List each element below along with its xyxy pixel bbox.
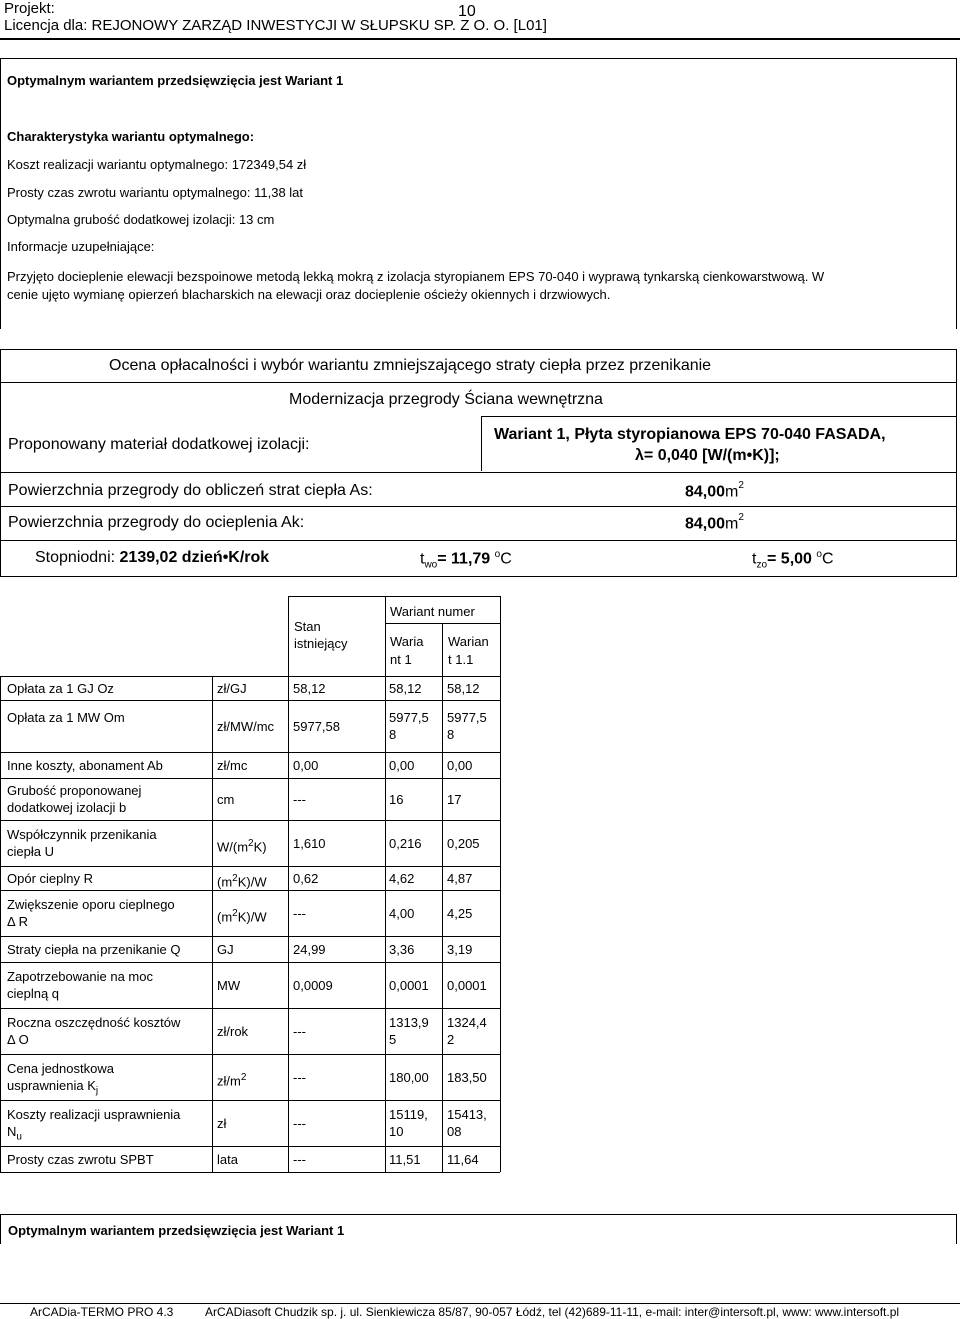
payback-text: Prosty czas zwrotu wariantu optymalnego: 11,38 lat bbox=[7, 185, 304, 200]
ak-label: Powierzchnia przegrody do ocieplenia Ak: bbox=[8, 514, 305, 531]
row-stan-value: --- bbox=[293, 792, 306, 807]
divider bbox=[1, 506, 956, 507]
cost-text: Koszt realizacji wariantu optymalnego: 172349,54 zł bbox=[7, 157, 307, 172]
table-col-rule bbox=[212, 676, 213, 700]
header-stan: istniejący bbox=[294, 636, 348, 651]
table-rule bbox=[0, 820, 500, 821]
header-rule bbox=[0, 38, 960, 40]
row-stan-value: --- bbox=[293, 906, 306, 921]
table-col-rule bbox=[288, 700, 289, 752]
table-col-rule bbox=[212, 866, 213, 890]
row-stan-value: --- bbox=[293, 1070, 306, 1085]
table-col-rule bbox=[0, 962, 1, 1008]
table-col-rule bbox=[288, 676, 289, 700]
header-stan: Stan bbox=[294, 619, 321, 634]
row-label: Roczna oszczędność kosztów bbox=[7, 1015, 181, 1030]
row-variant1-value: 0,00 bbox=[389, 758, 415, 773]
row-variant11-value: 08 bbox=[447, 1124, 462, 1139]
table-col-rule bbox=[288, 1008, 289, 1054]
row-label: Opór cieplny R bbox=[7, 871, 93, 886]
table-col-rule bbox=[0, 820, 1, 866]
table-col-rule bbox=[500, 890, 501, 936]
table-col-rule bbox=[0, 866, 1, 890]
row-variant11-value: 183,50 bbox=[447, 1070, 487, 1085]
row-stan-value: 0,0009 bbox=[293, 978, 333, 993]
table-col-rule bbox=[442, 936, 443, 962]
table-col-rule bbox=[500, 1008, 501, 1054]
row-label: Koszty realizacji usprawnienia bbox=[7, 1107, 181, 1122]
table-col-rule bbox=[212, 1100, 213, 1146]
table-rule bbox=[0, 1008, 500, 1009]
row-unit: MW bbox=[217, 978, 241, 993]
table-col-rule bbox=[288, 866, 289, 890]
row-stan-value: 5977,58 bbox=[293, 719, 340, 734]
row-variant1-value: 10 bbox=[389, 1124, 404, 1139]
table-col-rule bbox=[0, 936, 1, 962]
row-label: Opłata za 1 MW Om bbox=[7, 710, 125, 725]
table-rule bbox=[0, 676, 500, 677]
table-rule bbox=[0, 962, 500, 963]
table-col-rule bbox=[500, 1146, 501, 1172]
row-variant11-value: 0,00 bbox=[447, 758, 473, 773]
table-rule bbox=[0, 1054, 500, 1055]
table-col-rule bbox=[442, 752, 443, 778]
table-col-rule bbox=[385, 1008, 386, 1054]
table-col-rule bbox=[0, 1100, 1, 1146]
table-col-rule bbox=[442, 890, 443, 936]
header-variant-1: nt 1 bbox=[390, 652, 412, 667]
row-label: Prosty czas zwrotu SPBT bbox=[7, 1152, 154, 1167]
table-col-rule bbox=[385, 1100, 386, 1146]
table-col-rule bbox=[500, 778, 501, 820]
row-variant11-value: 4,87 bbox=[447, 871, 473, 886]
table-rule bbox=[0, 700, 500, 701]
divider bbox=[481, 416, 956, 417]
row-unit: lata bbox=[217, 1152, 238, 1167]
assessment-box bbox=[0, 349, 957, 577]
row-variant1-value: 5 bbox=[389, 1032, 397, 1047]
footer-app: ArCADia-TERMO PRO 4.3 bbox=[30, 1305, 174, 1319]
degree-days: Stopniodni: 2139,02 dzień•K/rok bbox=[35, 549, 270, 566]
row-variant11-value: 1324,4 bbox=[447, 1015, 487, 1030]
table-col-rule bbox=[288, 936, 289, 962]
row-stan-value: 0,62 bbox=[293, 871, 319, 886]
row-stan-value: 0,00 bbox=[293, 758, 319, 773]
row-label: ciepła U bbox=[7, 844, 54, 859]
footer-company: ArCADiasoft Chudzik sp. j. ul. Sienkiewicza 85/87, 90-057 Łódź, tel (42)689-11-11, e-mail: inter@intersoft.pl, www: www.intersoft.pl bbox=[205, 1305, 900, 1319]
row-variant1-value: 5977,5 bbox=[389, 710, 429, 725]
table-col-rule bbox=[500, 866, 501, 890]
row-variant1-value: 180,00 bbox=[389, 1070, 429, 1085]
ak-value: $84,00m^2$ bbox=[685, 512, 744, 533]
table-col-rule bbox=[442, 676, 443, 700]
row-variant11-value: 2 bbox=[447, 1032, 455, 1047]
table-col-rule bbox=[212, 778, 213, 820]
row-label: Zwiększenie oporu cieplnego bbox=[7, 897, 175, 912]
optimal-variant-text: Optymalnym wariantem przedsięwzięcia jest Wariant 1 bbox=[7, 73, 344, 88]
table-rule bbox=[0, 866, 500, 867]
table-rule bbox=[0, 752, 500, 753]
info-title: Informacje uzupełniające: bbox=[7, 239, 155, 254]
table-col-rule bbox=[212, 1146, 213, 1172]
row-label: Grubość proponowanej bbox=[7, 783, 142, 798]
row-label: Inne koszty, abonament Ab bbox=[7, 758, 163, 773]
table-col-rule bbox=[500, 752, 501, 778]
row-label: Opłata za 1 GJ Oz bbox=[7, 681, 114, 696]
table-col-rule bbox=[212, 752, 213, 778]
row-variant1-value: 0,0001 bbox=[389, 978, 429, 993]
row-stan-value: 58,12 bbox=[293, 681, 326, 696]
t-zo-value: $t_{zo}= 5,00$ $^o$C bbox=[752, 549, 834, 571]
row-label: Straty ciepła na przenikanie Q bbox=[7, 942, 181, 957]
table-col-rule bbox=[385, 700, 386, 752]
table-rule bbox=[0, 1172, 500, 1173]
table-col-rule bbox=[385, 820, 386, 866]
table-col-rule bbox=[0, 752, 1, 778]
footer-rule bbox=[0, 1303, 960, 1304]
header-variant-1-1: Warian bbox=[448, 634, 489, 649]
note-line-1: Przyjęto docieplenie elewacji bezspoinowe metodą lekką mokrą z izolacja styropianem EPS 70-040 i wyprawą tynkarską cienkowarstwową. W bbox=[7, 269, 825, 284]
material-value-line2: λ= 0,040 [W/(m•K)]; bbox=[635, 447, 780, 464]
table-col-rule bbox=[385, 1146, 386, 1172]
material-label: Proponowany materiał dodatkowej izolacji: bbox=[8, 436, 310, 453]
table-col-rule bbox=[288, 820, 289, 866]
table-col-rule bbox=[500, 820, 501, 866]
row-stan-value: --- bbox=[293, 1024, 306, 1039]
table-col-rule bbox=[0, 778, 1, 820]
row-variant1-value: 4,62 bbox=[389, 871, 415, 886]
row-unit: $(m^2K)/W$ bbox=[217, 873, 267, 890]
row-variant11-value: 8 bbox=[447, 727, 455, 742]
row-variant11-value: 17 bbox=[447, 792, 462, 807]
table-rule bbox=[0, 936, 500, 937]
table-col-rule bbox=[0, 1146, 1, 1172]
row-stan-value: 24,99 bbox=[293, 942, 326, 957]
row-variant11-value: 0,205 bbox=[447, 836, 480, 851]
license-line: Licencja dla: REJONOWY ZARZĄD INWESTYCJI W SŁUPSKU SP. Z O. O. [L01] bbox=[4, 17, 547, 34]
table-col-rule bbox=[0, 676, 1, 700]
table-col-rule bbox=[500, 936, 501, 962]
table-col-rule bbox=[0, 890, 1, 936]
as-label: Powierzchnia przegrody do obliczeń strat ciepła As: bbox=[8, 482, 373, 499]
table-col-rule bbox=[0, 1008, 1, 1054]
table-col-rule bbox=[442, 820, 443, 866]
characteristics-title: Charakterystyka wariantu optymalnego: bbox=[7, 129, 255, 144]
table-col-rule bbox=[212, 700, 213, 752]
row-unit: zł/rok bbox=[217, 1024, 249, 1039]
header-variant-1-1: t 1.1 bbox=[448, 652, 474, 667]
table-col-rule bbox=[212, 1054, 213, 1100]
row-unit: zł/GJ bbox=[217, 681, 247, 696]
row-variant1-value: 11,51 bbox=[389, 1152, 421, 1167]
table-col-rule bbox=[288, 1100, 289, 1146]
as-value: $84,00m^2$ bbox=[685, 480, 744, 501]
header-variant-1: Waria bbox=[390, 634, 424, 649]
table-col-rule bbox=[500, 700, 501, 752]
table-col-rule bbox=[212, 962, 213, 1008]
row-unit: $(m^2K)/W$ bbox=[217, 908, 267, 925]
table-rule bbox=[0, 1146, 500, 1147]
table-col-rule bbox=[385, 778, 386, 820]
table-col-rule bbox=[385, 962, 386, 1008]
table-col-rule bbox=[500, 676, 501, 700]
table-col-rule bbox=[442, 1146, 443, 1172]
table-rule bbox=[0, 890, 500, 891]
table-col-rule bbox=[288, 1054, 289, 1100]
row-label: $N_u$ bbox=[7, 1124, 22, 1143]
row-variant1-value: 16 bbox=[389, 792, 404, 807]
row-stan-value: --- bbox=[293, 1116, 306, 1131]
row-label: Współczynnik przenikania bbox=[7, 827, 157, 842]
table-col-rule bbox=[0, 700, 1, 752]
row-unit: $zł/m^2$ bbox=[217, 1072, 247, 1089]
row-unit: GJ bbox=[217, 942, 234, 957]
row-variant1-value: 1313,9 bbox=[389, 1015, 429, 1030]
table-col-rule bbox=[212, 936, 213, 962]
row-label: Δ R bbox=[7, 914, 28, 929]
row-stan-value: 1,610 bbox=[293, 836, 326, 851]
page-number: 10 bbox=[458, 3, 476, 20]
table-col-rule bbox=[288, 962, 289, 1008]
table-col-rule bbox=[385, 890, 386, 936]
row-variant1-value: 15119, bbox=[389, 1107, 428, 1122]
table-col-rule bbox=[288, 778, 289, 820]
row-variant11-value: 11,64 bbox=[447, 1152, 479, 1167]
table-col-rule bbox=[0, 1054, 1, 1100]
table-col-rule bbox=[385, 1054, 386, 1100]
footer-summary-box bbox=[0, 1214, 957, 1244]
table-rule bbox=[0, 1100, 500, 1101]
row-unit: cm bbox=[217, 792, 235, 807]
thickness-text: Optymalna grubość dodatkowej izolacji: 13 cm bbox=[7, 212, 275, 227]
table-rule bbox=[0, 778, 500, 779]
table-col-rule bbox=[212, 890, 213, 936]
row-unit: zł/mc bbox=[217, 758, 248, 773]
divider bbox=[1, 382, 956, 383]
table-col-rule bbox=[442, 1100, 443, 1146]
divider bbox=[481, 416, 482, 471]
table-col-rule bbox=[442, 866, 443, 890]
table-col-rule bbox=[442, 1054, 443, 1100]
table-col-rule bbox=[442, 700, 443, 752]
row-variant11-value: 4,25 bbox=[447, 906, 473, 921]
t-wo-value: $t_{wo}= 11,79$ $^o$C bbox=[420, 549, 512, 571]
row-label: usprawnienia $K_j$ bbox=[7, 1078, 99, 1097]
table-col-rule bbox=[442, 962, 443, 1008]
assessment-subtitle: Modernizacja przegrody Ściana wewnętrzna bbox=[289, 391, 603, 408]
table-col-rule bbox=[500, 1100, 501, 1146]
table-col-rule bbox=[385, 752, 386, 778]
row-unit: zł bbox=[217, 1116, 227, 1131]
table-col-rule bbox=[212, 1008, 213, 1054]
summary-box bbox=[0, 58, 957, 329]
row-variant1-value: 58,12 bbox=[389, 681, 422, 696]
row-variant11-value: 5977,5 bbox=[447, 710, 487, 725]
footer-optimal-text: Optymalnym wariantem przedsięwzięcia jest Wariant 1 bbox=[8, 1223, 345, 1238]
divider bbox=[1, 540, 956, 541]
row-variant1-value: 4,00 bbox=[389, 906, 415, 921]
row-variant11-value: 15413, bbox=[447, 1107, 487, 1122]
row-label: Zapotrzebowanie na moc bbox=[7, 969, 153, 984]
row-variant11-value: 3,19 bbox=[447, 942, 473, 957]
note-line-2: cenie ujęto wymianę opierzeń blacharskich na elewacji oraz docieplenie ościeży okiennych i drzwiowych. bbox=[7, 287, 611, 302]
table-col-rule bbox=[385, 936, 386, 962]
row-variant11-value: 0,0001 bbox=[447, 978, 487, 993]
row-stan-value: --- bbox=[293, 1152, 306, 1167]
table-col-rule bbox=[500, 1054, 501, 1100]
assessment-title: Ocena opłacalności i wybór wariantu zmniejszającego straty ciepła przez przenikanie bbox=[109, 357, 712, 374]
row-label: Cena jednostkowa bbox=[7, 1061, 114, 1076]
table-col-rule bbox=[385, 866, 386, 890]
table-col-rule bbox=[442, 778, 443, 820]
row-unit: $W/(m^2K)$ bbox=[217, 838, 267, 855]
table-col-rule bbox=[288, 752, 289, 778]
row-variant1-value: 0,216 bbox=[389, 836, 422, 851]
divider bbox=[1, 472, 956, 473]
material-value-line1: Wariant 1, Płyta styropianowa EPS 70-040 FASADA, bbox=[494, 426, 886, 443]
row-label: Δ O bbox=[7, 1032, 29, 1047]
row-variant1-value: 3,36 bbox=[389, 942, 415, 957]
table-col-rule bbox=[212, 820, 213, 866]
row-label: dodatkowej izolacji b bbox=[7, 800, 127, 815]
header-variant-number: Wariant numer bbox=[390, 604, 475, 619]
table-col-rule bbox=[288, 1146, 289, 1172]
project-label: Projekt: bbox=[4, 0, 55, 17]
table-col-rule bbox=[442, 1008, 443, 1054]
table-col-rule bbox=[385, 676, 386, 700]
row-variant11-value: 58,12 bbox=[447, 681, 480, 696]
table-col-rule bbox=[500, 962, 501, 1008]
row-variant1-value: 8 bbox=[389, 727, 397, 742]
table-col-rule bbox=[288, 890, 289, 936]
row-label: cieplną q bbox=[7, 986, 60, 1001]
row-unit: zł/MW/mc bbox=[217, 719, 275, 734]
